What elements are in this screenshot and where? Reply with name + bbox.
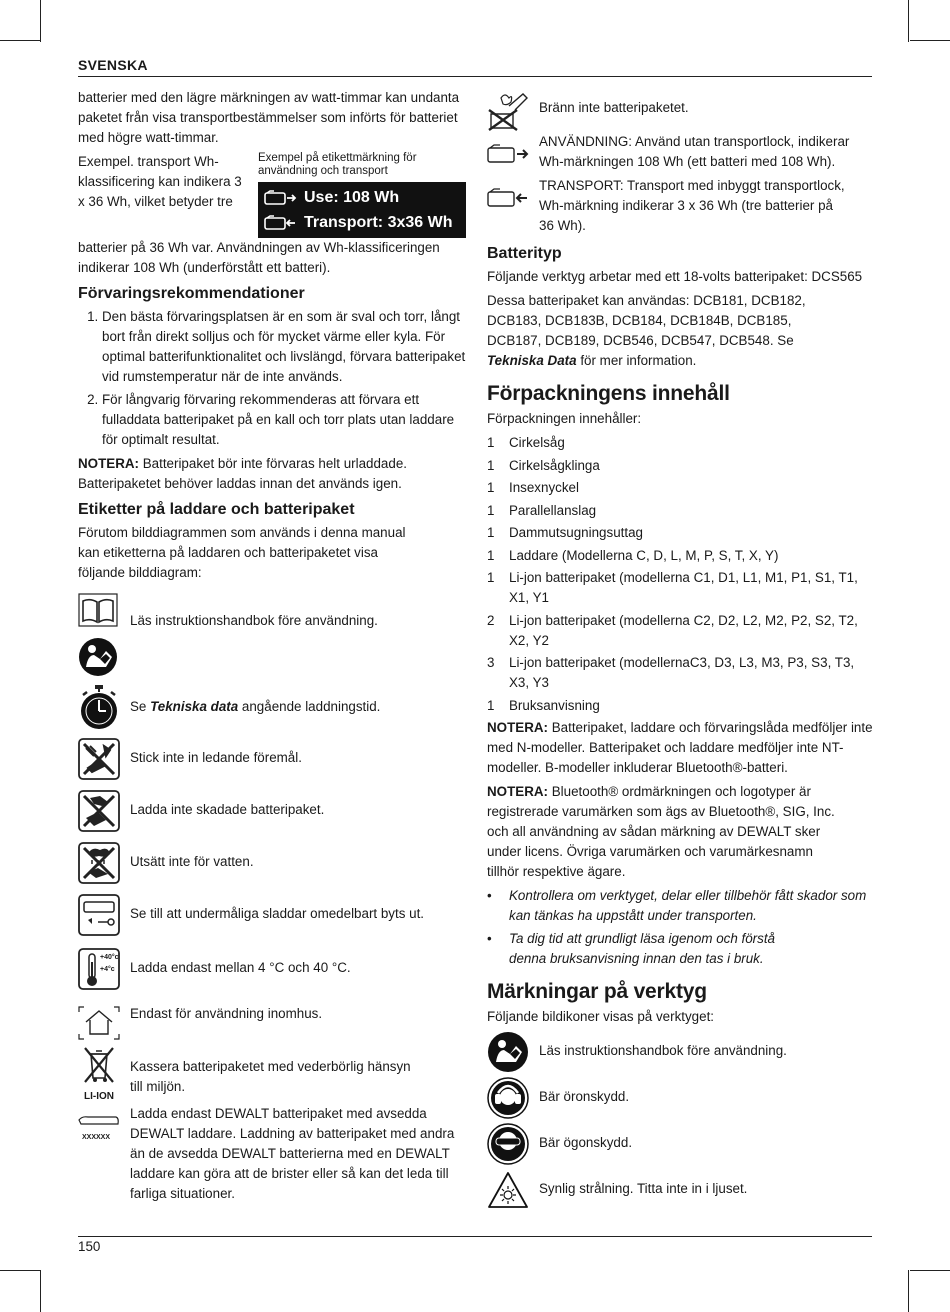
icon-box: [78, 894, 120, 936]
item-text: Laddare (Modellerna C, D, L, M, P, S, T, X, Y): [509, 547, 779, 563]
icon-description: Endast för användning inomhus.: [130, 1006, 323, 1021]
icon-box: [78, 948, 120, 990]
icon-description: Kassera batteripaketet med vederbörlig hänsyn till miljön.: [130, 1059, 411, 1094]
label-icon-row: [78, 790, 466, 842]
tech-data-ref: Tekniska Data: [487, 353, 577, 368]
no-conductive-objects-icon: [78, 738, 120, 780]
tool-icon-row: [487, 1123, 875, 1169]
no-damaged-battery-icon: [78, 790, 120, 832]
list-item: [487, 568, 875, 608]
recycle-bin-icon: [81, 1044, 117, 1084]
temp-low-label: +4°c: [100, 966, 115, 973]
battery-use-icon: [487, 142, 529, 164]
list-item: 2. För långvarig förvaring rekommenderas att förvara ett fulladdata batteripaket på en kall och torr plats utan laddare för optimalt resultat.: [102, 390, 466, 450]
item-text: Li-jon batteripaket (modellerna C1, D1, L1, M1, P1, S1, T1, X1, Y1: [509, 570, 858, 605]
item-text: Kontrollera om verktyget, delar eller tillbehör fått skador som kan tänkas ha uppstått under transporten.: [509, 888, 867, 923]
icon-box: [78, 842, 120, 884]
qty: 1: [487, 547, 495, 563]
replace-cord-icon: [78, 894, 120, 936]
note-label: NOTERA:: [487, 720, 548, 735]
label-icon-row: [78, 738, 466, 790]
qty: 1: [487, 525, 495, 540]
icon-description: Stick inte in ledande föremål.: [130, 750, 302, 765]
icon-box: [78, 1002, 120, 1044]
crop-mark: [40, 0, 41, 42]
label-icon-row: [78, 894, 466, 948]
icon-description: Ladda inte skadade batteripaket.: [130, 802, 325, 817]
text-part: Se: [130, 699, 151, 714]
battery-transport-icon: [264, 215, 298, 231]
label-icon-row: [78, 842, 466, 894]
icon-description: Bränn inte batteripaketet.: [539, 100, 689, 115]
list-item: [487, 696, 875, 716]
item-text: Cirkelsåg: [509, 435, 565, 450]
list-item: [487, 456, 875, 476]
battery-icon-row: [487, 176, 875, 238]
right-column: [487, 96, 875, 1215]
text-part: Dessa batteripaket kan användas: DCB181, DCB182, DCB183, DCB183B, DCB184, DCB184B, DCB185, DCB187, DCB189, DCB546, DCB547, DCB548. Se: [487, 293, 806, 348]
list-item: [487, 653, 875, 693]
page-number: 150: [78, 1239, 101, 1254]
crop-mark: [908, 1270, 909, 1312]
intro-paragraph: batterier med den lägre märkningen av watt-timmar kan undanta paketet från visa transportbestämmelser som införts för batteriet med högre watt-timmar.: [78, 90, 460, 145]
note-label: NOTERA:: [487, 784, 548, 799]
item-text: Insexnyckel: [509, 480, 579, 495]
label-icon-row: [78, 1044, 466, 1104]
example-caption: Exempel på etikettmärkning för användning och transport: [258, 152, 417, 177]
no-water-icon: [78, 842, 120, 884]
timer-icon: [78, 685, 120, 731]
labels-intro: Förutom bilddiagrammen som används i denna manual kan etiketterna på laddaren och batteripaketet visa följande bilddiagram:: [78, 525, 406, 580]
qty: 1: [487, 570, 495, 585]
battery-transport-icon: [487, 186, 529, 208]
eye-protection-icon: [487, 1123, 529, 1165]
example-text: Exempel. transport Wh-klassificering kan indikera 3 x 36 Wh, vilket betyder tre: [78, 154, 242, 209]
crop-mark: [0, 40, 40, 41]
item-text: Li-jon batteripaket (modellernaC3, D3, L3, M3, P3, S3, T3, X3, Y3: [509, 655, 855, 690]
icon-box: [78, 790, 120, 832]
storage-list: [78, 307, 466, 450]
list-item: [487, 546, 875, 566]
crop-mark: [40, 1270, 41, 1312]
note-text: Batteripaket bör inte förvaras helt urladdade. Batteripaketet behöver laddas innan det används igen.: [78, 456, 407, 491]
wh-example: [78, 152, 466, 238]
li-ion-caption: LI-ION: [84, 1091, 114, 1102]
icon-description: [130, 687, 380, 717]
icon-box: [487, 1169, 529, 1211]
icon-description: Bär ögonskydd.: [539, 1135, 633, 1150]
header-rule: [78, 76, 872, 77]
icon-description: Läs instruktionshandbok före användning.: [130, 613, 378, 628]
section-label: SVENSKA: [78, 57, 148, 73]
item-text: Ta dig tid att grundligt läsa igenom och förstå denna bruksanvisning innan den tas i bruk.: [509, 931, 775, 966]
icon-description: Synlig strålning. Titta inte in i ljuset.: [539, 1181, 748, 1196]
qty: 3: [487, 655, 495, 670]
qty: 1: [487, 457, 495, 473]
battery-icon-row: [487, 132, 875, 176]
battery-label-image: [258, 182, 466, 238]
crop-mark: [910, 40, 950, 41]
list-item: [487, 501, 875, 521]
ear-protection-icon: [487, 1077, 529, 1119]
icon-box: [78, 687, 120, 729]
note-text: Bluetooth® ordmärkningen och logotyper är registrerade varumärken som ägs av Bluetooth®, SIG, Inc. och all användning av sådan märkning av DEWALT sker under licens. Övriga varumärken och varumärkesnamn tillhör respektive ägare.: [487, 784, 835, 879]
tool-icon-row: [487, 1169, 875, 1215]
list-item: [487, 478, 875, 498]
text-part: för mer information.: [580, 353, 697, 368]
tool-icon-row: [487, 1077, 875, 1123]
icon-description: Ladda endast mellan 4 °C och 40 °C.: [130, 960, 351, 975]
label-icon-row: [78, 1002, 466, 1044]
icon-stack: [78, 593, 120, 683]
icon-description: Se till att undermåliga sladdar omedelbart byts ut.: [130, 906, 425, 921]
qty: 1: [487, 502, 495, 518]
bullet: •: [487, 931, 492, 946]
item-text: Bruksanvisning: [509, 697, 600, 713]
label-use-row: [258, 185, 466, 210]
crop-mark: [910, 1270, 950, 1271]
icon-description: Bär öronskydd.: [539, 1089, 630, 1104]
item-text: Dammutsugningsuttag: [509, 525, 643, 540]
icon-box: [487, 132, 529, 174]
storage-note: [78, 454, 466, 494]
qty: 1: [487, 480, 495, 495]
label-icon-row: [78, 593, 466, 687]
storage-heading: Förvaringsrekommendationer: [78, 285, 305, 302]
list-item: [487, 523, 875, 543]
item-text: Parallellanslag: [509, 502, 597, 518]
list-item: [487, 611, 875, 651]
qty: 1: [487, 697, 495, 713]
read-manual-icon: [487, 1031, 529, 1073]
temp-high-label: +40°c: [100, 954, 119, 961]
label-icon-row: [78, 687, 466, 738]
bullet-list: [487, 886, 875, 969]
list-item: [487, 433, 875, 453]
bullet: •: [487, 888, 492, 903]
icon-box: [487, 176, 529, 218]
battery-model-caption: XXXXXX: [82, 1134, 111, 1141]
note-text: Batteripaket, laddare och förvaringslåda medföljer inte med N-modeller. Batteripaket och laddare medföljer inte NT-modeller. B-modeller inkluderar Bluetooth®-batteri.: [487, 720, 873, 775]
package-intro: Förpackningen innehåller:: [487, 411, 642, 426]
icon-description: TRANSPORT: Transport med inbyggt transportlock, Wh-märkning indikerar 3 x 36 Wh (tre batterier på 36 Wh).: [539, 178, 845, 233]
crop-mark: [0, 1270, 40, 1271]
package-list: [487, 433, 875, 716]
example-label-box: [258, 152, 466, 238]
item-text: Li-jon batteripaket (modellerna C2, D2, L2, M2, P2, S2, T2, X2, Y2: [509, 612, 858, 648]
text-part: angående laddningstid.: [238, 699, 381, 714]
crop-mark: [908, 0, 909, 42]
example-continuation: batterier på 36 Wh var. Användningen av Wh-klassificeringen indikerar 108 Wh (underförstått ett batteri).: [78, 240, 440, 275]
icon-description: Ladda endast DEWALT batteripaket med avsedda DEWALT laddare. Laddning av batteripaket med andra än de avsedda DEWALT batterierna med en DEWALT laddare kan göra att de brister eller så kan det leda till farliga situationer.: [130, 1106, 455, 1201]
package-note: [487, 718, 875, 778]
footer-rule: [78, 1236, 872, 1237]
icon-box: [78, 1044, 120, 1102]
dewalt-battery-icon: [78, 1114, 120, 1128]
icon-box: [78, 738, 120, 780]
icon-description: Läs instruktionshandbok före användning.: [539, 1043, 787, 1058]
tech-data-ref: Tekniska data: [150, 699, 239, 714]
tool-icon-row: [487, 1031, 875, 1077]
bluetooth-note: [487, 782, 837, 882]
icon-box: [487, 90, 529, 132]
icon-box: [78, 1104, 120, 1142]
list-item: [487, 886, 875, 926]
label-use-text: Use: 108 Wh: [304, 188, 400, 206]
visible-radiation-icon: [487, 1171, 529, 1209]
battery-icon-row: [487, 90, 875, 132]
item-text: Cirkelsågklinga: [509, 457, 600, 473]
label-transport-text: Transport: 3x36 Wh: [304, 213, 453, 231]
note-label: NOTERA:: [78, 456, 139, 471]
label-icon-row: [78, 1104, 466, 1204]
icon-box: [487, 1123, 529, 1165]
battery-type-text: Följande verktyg arbetar med ett 18-volts batteripaket: DCS565: [487, 269, 863, 284]
icon-description: Utsätt inte för vatten.: [130, 854, 254, 869]
markings-intro: Följande bildikoner visas på verktyget:: [487, 1009, 715, 1024]
qty: 2: [487, 612, 495, 628]
list-item: [487, 929, 875, 969]
battery-type-heading: Batterityp: [487, 245, 562, 262]
list-item: 1. Den bästa förvaringsplatsen är en som är sval och torr, långt bort från direkt solljus och för mycket värme eller kyla. För optimal batterifunktionalitet och livslängd, förvara batteripaket vid rumstemperatur när de inte används.: [102, 307, 466, 387]
markings-heading: Märkningar på verktyg: [487, 980, 707, 1003]
no-burn-icon: [487, 90, 529, 132]
icon-box: [487, 1077, 529, 1119]
battery-use-icon: [264, 190, 298, 206]
open-book-icon: [78, 593, 118, 627]
label-icon-row: [78, 948, 466, 1002]
left-column: [78, 88, 466, 1204]
label-transport-row: [258, 210, 466, 235]
qty: 1: [487, 435, 495, 450]
icon-description: ANVÄNDNING: Använd utan transportlock, indikerar Wh-märkningen 108 Wh (ett batteri med 108 Wh).: [539, 134, 850, 169]
read-manual-icon: [78, 637, 118, 677]
indoor-use-icon: [78, 1006, 120, 1040]
labels-heading: Etiketter på laddare och batteripaket: [78, 501, 355, 518]
package-heading: Förpackningens innehåll: [487, 382, 730, 405]
icon-box: [487, 1031, 529, 1073]
battery-packs-text: [487, 291, 837, 371]
